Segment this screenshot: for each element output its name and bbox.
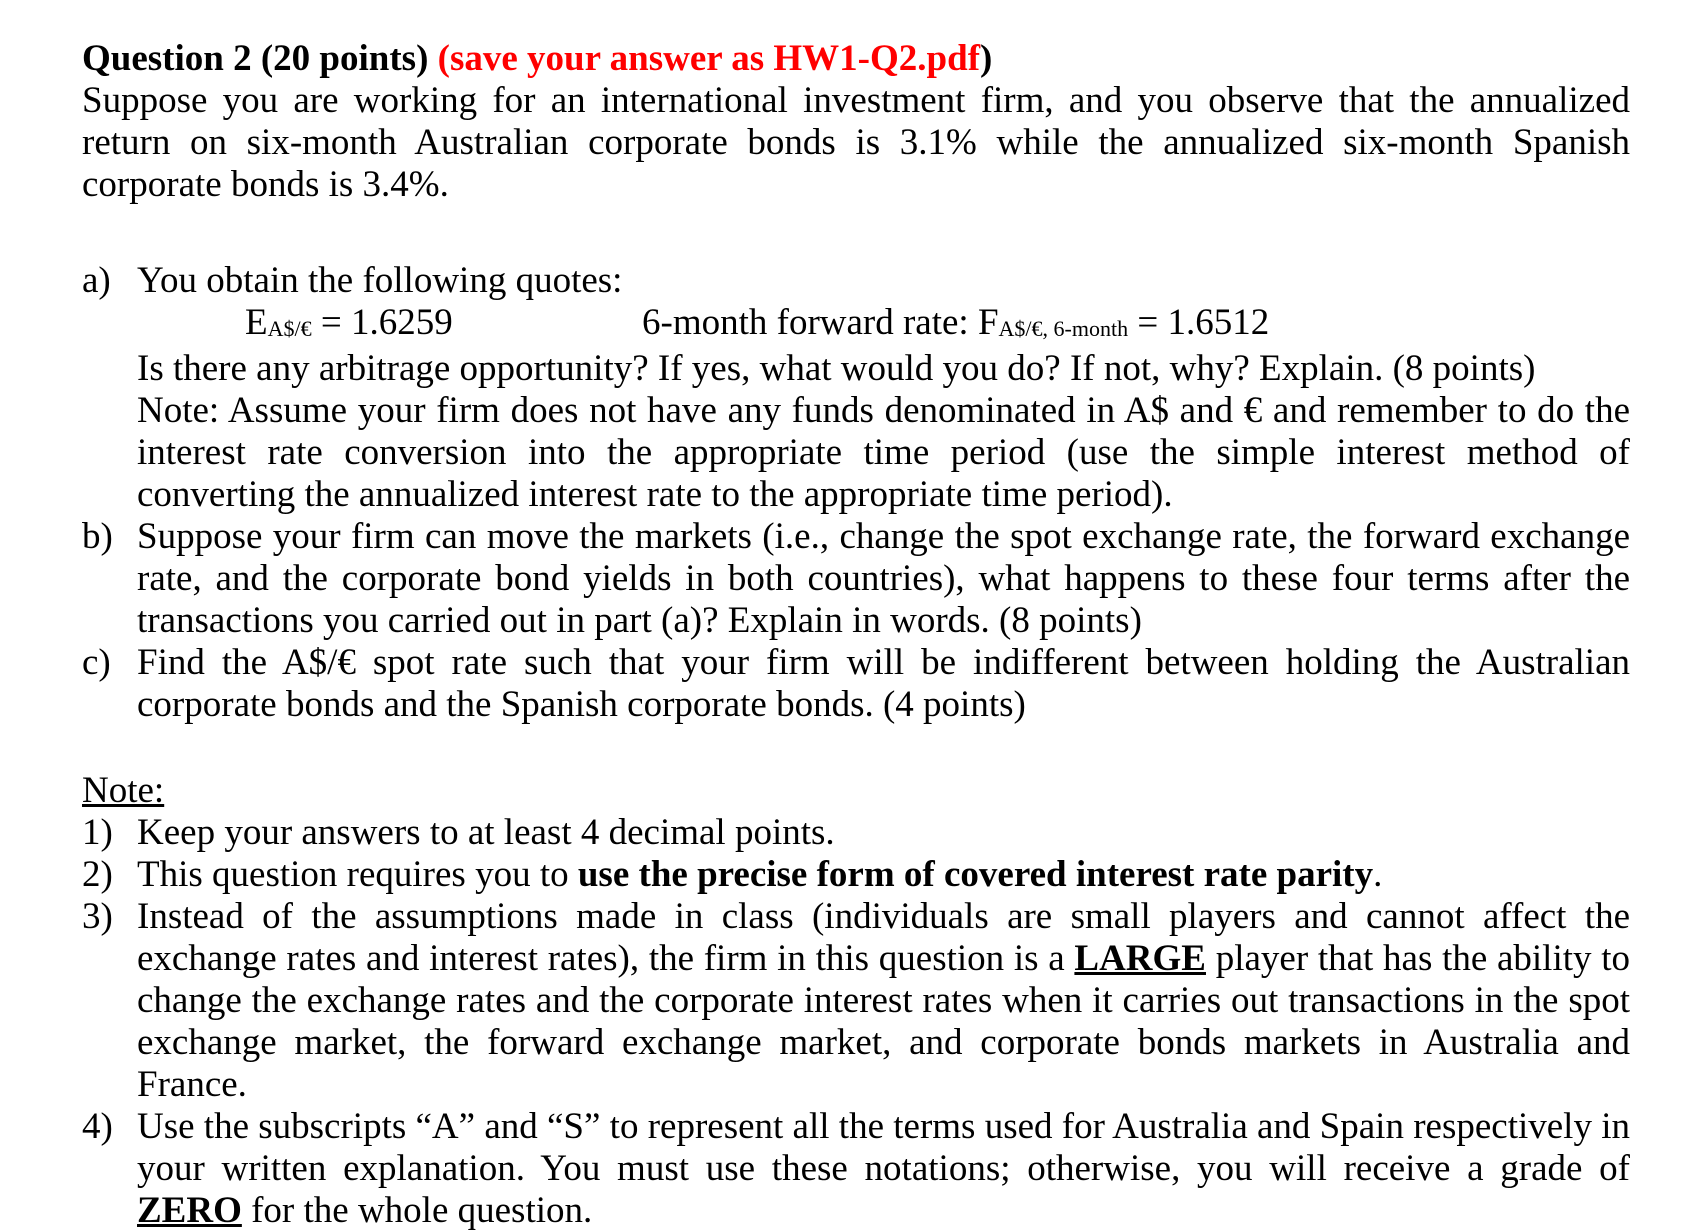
part-a-question: Is there any arbitrage opportunity? If yes, what would you do? If not, why? Explain. (8 points) (137, 348, 1536, 389)
part-b-text: Suppose your firm can move the markets (i.e., change the spot exchange rate, the forward exchange rate, and the corporate bond yields in both countries), what happens to these four terms after the transactions you carried out in part (a)? Explain in words. (8 points) (137, 516, 1630, 641)
note-2-pre: This question requires you to (137, 854, 578, 895)
note-2 (82, 854, 1630, 896)
forward-quote (642, 302, 1269, 348)
question-title-text: Question 2 (20 points) (82, 38, 438, 79)
note-3-bold: LARGE (1074, 938, 1206, 979)
note-3-text (137, 896, 1630, 1106)
note-2-text (137, 854, 1630, 896)
forward-subscript: A$/€, 6-month (998, 316, 1129, 341)
note-4-marker: 4) (82, 1106, 113, 1147)
note-3-post: player that has the ability to change the exchange rates and the corporate interest rates when it carries out transactions in the spot exchange market, the forward exchange market, and corporate bonds markets in Australia and France. (137, 938, 1631, 1105)
note-4-text (137, 1106, 1630, 1232)
part-a-marker: a) (82, 260, 111, 301)
part-a-note: Note: Assume your firm does not have any funds denominated in A$ and € and remember to do the interest rate conversion into the appropriate time period (use the simple interest method of converting the annualized interest rate to the appropriate time period). (137, 390, 1630, 515)
note-2-bold: use the precise form of covered interest rate parity (577, 854, 1374, 895)
part-a-body (82, 348, 1630, 516)
save-instruction: (save your answer as HW1-Q2.pdf (437, 38, 981, 79)
spot-value: = 1.6259 (311, 302, 453, 343)
part-a (82, 260, 1630, 302)
note-1-marker: 1) (82, 812, 113, 853)
note-3-marker: 3) (82, 896, 113, 937)
notes-heading: Note: (82, 770, 165, 811)
forward-value: = 1.6512 (1128, 302, 1270, 343)
spot-symbol: E (245, 302, 268, 343)
save-instruction-close: ) (980, 38, 993, 79)
part-c-text: Find the A$/€ spot rate such that your firm will be indifferent between holding the Australian corporate bonds and the Spanish corporate bonds. (4 points) (137, 642, 1630, 725)
spot-quote (82, 302, 642, 348)
note-1-text: Keep your answers to at least 4 decimal points. (137, 812, 835, 853)
spot-subscript: A$/€ (267, 316, 312, 341)
note-4-bold: ZERO (137, 1190, 242, 1231)
note-2-post: . (1373, 854, 1383, 895)
part-c (82, 642, 1630, 726)
question-title (82, 38, 1630, 80)
part-b-marker: b) (82, 516, 113, 557)
part-a-content (137, 260, 1630, 302)
note-1 (82, 812, 1630, 854)
forward-label: 6-month forward rate: F (642, 302, 999, 343)
note-3 (82, 896, 1630, 1106)
part-a-lead: You obtain the following quotes: (137, 260, 623, 301)
part-c-marker: c) (82, 642, 111, 683)
note-3-pre: Instead of the assumptions made in class (individuals are small players and cannot affect the exchange rates and interest rates), the firm in this question is a (137, 896, 1630, 979)
question-intro: Suppose you are working for an international investment firm, and you observe that the annualized return on six-month Australian corporate bonds is 3.1% while the annualized six-month Spanish corporate bonds is 3.4%. (82, 80, 1630, 205)
part-b (82, 516, 1630, 642)
note-4 (82, 1106, 1630, 1232)
note-4-pre: Use the subscripts “A” and “S” to represent all the terms used for Australia and Spain respectively in your written explanation. You must use these notations; otherwise, you will receive a grade of (137, 1106, 1630, 1189)
quotes-row (82, 302, 1630, 348)
note-2-marker: 2) (82, 854, 113, 895)
note-4-post: for the whole question. (241, 1190, 593, 1231)
